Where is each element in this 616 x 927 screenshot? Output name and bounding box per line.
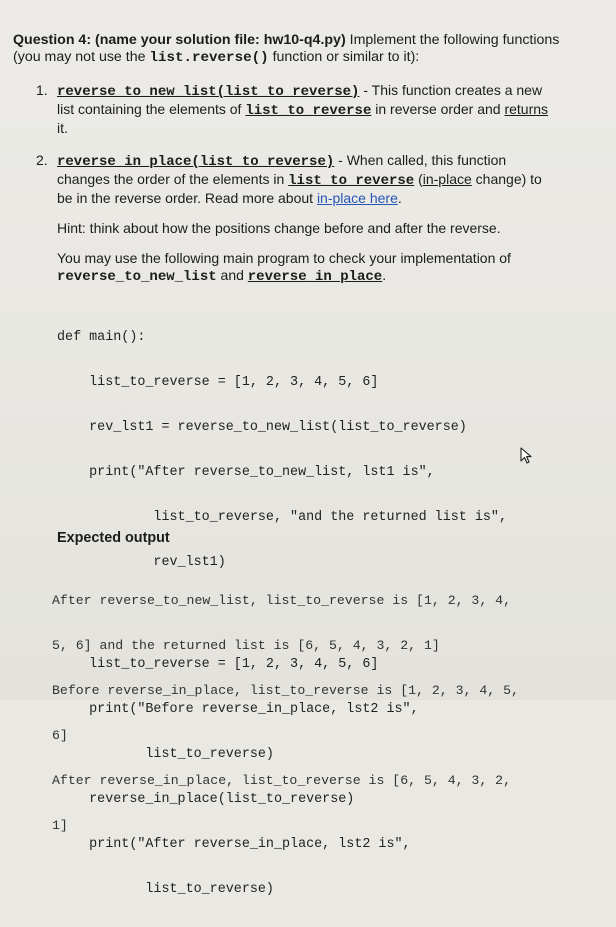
item-2-desc-c: ( (414, 171, 423, 187)
main-intro-and: and (216, 267, 248, 283)
question-line2-pre: (you may not use the (13, 49, 150, 65)
item-1-number: 1. (36, 82, 48, 98)
expected-output-block (52, 563, 519, 863)
code-line: reverse_in_place(list_to_reverse) (57, 792, 355, 807)
item-2-signature: reverse_in_place(list_to_reverse) (57, 154, 335, 170)
item-1-desc-a: - This function creates a new (359, 82, 543, 98)
item-1-desc-d: it. (57, 120, 68, 136)
item-2-desc-a: - When called, this function (334, 152, 507, 168)
item-2-inplace: in-place (422, 171, 472, 187)
hint-text: Hint: think about how the positions change before and after the reverse. (57, 220, 501, 236)
expected-output-title: Expected output (57, 530, 170, 546)
code-line: rev_lst1) (57, 555, 226, 570)
question-heading (13, 32, 609, 67)
code-line: print("After reverse_to_new_list, lst1 is", (57, 465, 435, 480)
code-line: print("After reverse_in_place, lst2 is", (57, 837, 411, 852)
code-line: list_to_reverse) (57, 747, 274, 762)
item-2-desc-d: change) to (471, 171, 542, 187)
expected-line: Before reverse_in_place, list_to_reverse is [1, 2, 3, 4, 5, (52, 683, 519, 698)
mouse-cursor-icon (519, 447, 533, 465)
item-1-param: list_to_reverse (245, 103, 372, 119)
item-2-param: list_to_reverse (288, 173, 415, 189)
expected-line: After reverse_in_place, list_to_reverse is [6, 5, 4, 3, 2, (52, 773, 511, 788)
question-line2-post: function or similar to it): (268, 49, 420, 65)
code-line: print("Before reverse_in_place, lst2 is", (57, 702, 419, 717)
main-intro-fn2: reverse_in_place (247, 269, 383, 285)
main-intro-dot: . (382, 267, 387, 283)
main-intro-fn1: reverse_to_new_list (57, 269, 217, 285)
file-suffix: ) (340, 32, 346, 48)
item-2 (57, 152, 602, 207)
item-2-desc-b: changes the order of the elements in (57, 171, 289, 187)
item-1 (57, 82, 602, 137)
main-intro-text: You may use the following main program to check your implementation of (57, 250, 511, 266)
item-1-signature: reverse_to_new_list(list_to_reverse) (57, 84, 360, 100)
code-line: def main(): (57, 330, 146, 345)
expected-line: After reverse_to_new_list, list_to_reverse is [1, 2, 3, 4, (52, 593, 511, 608)
item-1-desc-b: list containing the elements of (57, 101, 246, 117)
item-2-desc-e: be in the reverse order. Read more about (57, 190, 317, 206)
question-intro: Implement the following functions (345, 32, 560, 48)
expected-line: 6] (52, 728, 68, 743)
in-place-link[interactable]: in-place here (316, 190, 398, 206)
file-name: hw10-q4.py (263, 32, 341, 48)
file-prefix: (name your solution file: (95, 32, 264, 48)
code-line: list_to_reverse = [1, 2, 3, 4, 5, 6] (57, 375, 379, 390)
item-1-desc-c: in reverse order and (371, 101, 505, 117)
question-label: Question 4: (13, 32, 92, 48)
item-2-number: 2. (36, 152, 48, 168)
item-1-returns: returns (504, 101, 549, 117)
expected-line: 1] (52, 818, 68, 833)
main-intro (57, 250, 597, 286)
code-line: list_to_reverse) (57, 882, 274, 897)
code-line: list_to_reverse = [1, 2, 3, 4, 5, 6] (57, 657, 379, 672)
expected-line: 5, 6] and the returned list is [6, 5, 4, 3, 2, 1] (52, 638, 440, 653)
forbidden-function: list.reverse() (149, 50, 269, 66)
item-2-desc-f: . (397, 190, 402, 206)
code-line: list_to_reverse, "and the returned list is", (57, 510, 507, 525)
code-line: rev_lst1 = reverse_to_new_list(list_to_reverse) (57, 420, 467, 435)
